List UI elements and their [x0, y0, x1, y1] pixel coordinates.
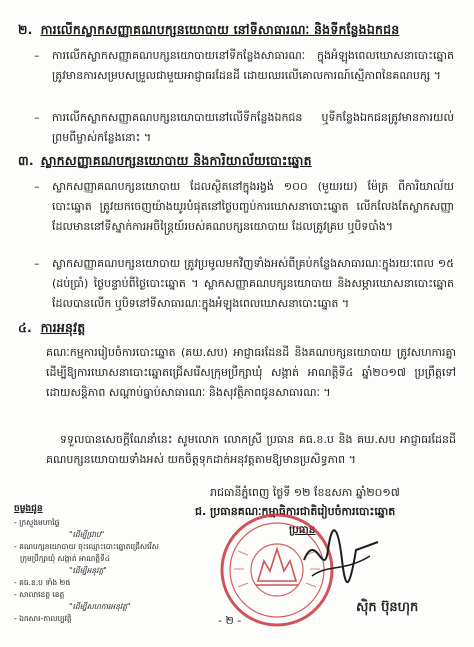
- recipient-item: "ដើម្បីអនុវត្ត": [69, 566, 107, 575]
- recipient-item: - គធ.ខ.ប ទាំង ២៥: [14, 578, 71, 587]
- signature-scribble: [298, 520, 384, 592]
- closing-paragraph: [46, 430, 456, 490]
- paragraph-text: គណៈកម្មការរៀបចំការបោះឆ្នោត (គឃ.សប) អាជ្ញាធរដែនដី និងគណបក្សនយោបាយ ត្រូវសហការគ្នាដើម្បីឱ្យការឃោសនាបោះឆ្នោតជ្រើសរើសក្រុមប្រឹក្សាឃុំ សង្កាត់ អាណត្តិទី៤ ឆ្នាំ២០១៧ ប្រព្រឹត្តទៅដោយសន្តិភាព សណ្តាប់ធ្នាប់សាធារណៈ និងសុវត្ថិភាពជូនសាធារណៈ ។: [46, 346, 456, 399]
- section-number: ៤.: [18, 320, 32, 335]
- recipients-list: [14, 503, 194, 625]
- paragraph-text: ទទួលបានសេចក្តីណែនាំនេះ សូមលោក លោកស្រី ប្រធាន គធ.ខ.ប និង គឃ.សប អាជ្ញាធរដែនដី គណបក្សនយោបាយទាំងអស់ យកចិត្តទុកដាក់អនុវត្តតាមឱ្យមានប្រសិទ្ធភាព ។: [46, 433, 456, 466]
- section-number: ៣.: [18, 153, 34, 168]
- recipient-item: "ដើម្បីជ្រាប": [69, 530, 105, 539]
- signatory-role: ប្រធាន: [289, 524, 316, 536]
- section-title: ស្លាកសញ្ញាគណបក្សនយោបាយ និងការិយាល័យបោះឆ្នោត: [40, 153, 312, 168]
- implementation-paragraph: [46, 343, 456, 423]
- signatory-title: ជ. ប្រធានគណៈកម្មាធិការជាតិរៀបចំការបោះឆ្នោត: [195, 505, 396, 518]
- recipient-item: - គណបក្សនយោបាយ ចុះឈ្មោះបោះឆ្នោតជ្រើសរើស: [14, 542, 159, 551]
- bullet-paragraph: – ការលើកស្លាកសញ្ញាគណបក្សនយោបាយនៅលើទីកន្លែងឯកជន ឬទីកន្លែងឯកជនត្រូវមានការយល់ព្រមពីម្ចាស់កន្លែងនោះ ។: [34, 111, 454, 144]
- paragraph-text: ការលើកស្លាកសញ្ញាគណបក្សនយោបាយនៅទីកន្លែងសាធារណៈ ក្នុងអំឡុងពេលឃោសនាបោះឆ្នោត ត្រូវមានការសម្របសម្រួលជាមួយអាជ្ញាធរដែនដី ដោយឈរលើគោលការណ៍ស្មើភាពនៃគណបក្ស ។: [52, 49, 454, 82]
- recipients-heading: ចម្លងជូន: [14, 504, 43, 514]
- section-heading-2: [18, 22, 399, 41]
- recipient-item: "ដើម្បីសហការអនុវត្ត": [69, 602, 131, 611]
- section-heading-4: [18, 320, 85, 339]
- section-heading-3: [18, 153, 312, 172]
- recipient-item: - ក្រសួងមហាផ្ទៃ: [14, 518, 60, 527]
- paragraph-text: ស្លាកសញ្ញាគណបក្សនយោបាយ ត្រូវប្រមូលមកវិញទាំងអស់ពីគ្រប់កន្លែងសាធារណៈក្នុងរយៈពេល ១៥ (ដប់ប្រាំ) ថ្ងៃបន្ទាប់ពីថ្ងៃបោះឆ្នោត ។ ស្លាកសញ្ញាគណបក្សនយោបាយ និងសម្ភារឃោសនាបោះឆ្នោត ដែលបានលើក ឬបិទនៅទីសាធារណៈក្នុងអំឡុងពេលឃោសនាបោះឆ្នោត ។: [52, 257, 454, 310]
- recipient-item: ក្រុមប្រឹក្សាឃុំ សង្កាត់ អាណត្តិទី៤: [20, 554, 111, 563]
- date-line: រាជធានីភ្នំពេញ ថ្ងៃទី ១២ ខែឧសភា ឆ្នាំ២០១៧: [210, 486, 400, 499]
- recipient-item: - ឯកសារ-កាលប្បវត្តិ: [14, 614, 72, 623]
- section-title: ការអនុវត្ត: [40, 320, 86, 335]
- section-number: ២.: [18, 22, 33, 37]
- signatory-name: ស៊ិក ប៊ុនហុក: [356, 600, 419, 615]
- paragraph-text: ស្លាកសញ្ញាគណបក្សនយោបាយ ដែលស្ថិតនៅក្នុងរង្វង់ ១០០ (មួយរយ) ម៉ែត្រ ពីការិយាល័យបោះឆ្នោត ត្រូវយកចេញយ៉ាងយូរបំផុតនៅថ្ងៃបញ្ចប់ការឃោសនាបោះឆ្នោត លើកលែងតែស្លាកសញ្ញាដែលមាននៅទីស្នាក់ការអចិន្ត្រៃយ៍របស់គណបក្សនយោបាយ ដែលត្រូវគ្រប ឬបិទបាំង។: [52, 180, 454, 233]
- recipient-item: - សាលាខេត្ត ខេត្ត: [14, 590, 65, 599]
- bullet-paragraph: – ការលើកស្លាកសញ្ញាគណបក្សនយោបាយនៅទីកន្លែងសាធារណៈ ក្នុងអំឡុងពេលឃោសនាបោះឆ្នោត ត្រូវមានការសម្របសម្រួលជាមួយអាជ្ញាធរដែនដី ដោយឈរលើគោលការណ៍ស្មើភាពនៃគណបក្ស ។: [34, 49, 454, 82]
- page-number: - ២ -: [218, 614, 242, 627]
- bullet-paragraph: – ស្លាកសញ្ញាគណបក្សនយោបាយ ដែលស្ថិតនៅក្នុងរង្វង់ ១០០ (មួយរយ) ម៉ែត្រ ពីការិយាល័យបោះឆ្នោត ត្រូវយកចេញយ៉ាងយូរបំផុតនៅថ្ងៃបញ្ចប់ការឃោសនាបោះឆ្នោត លើកលែងតែស្លាកសញ្ញាដែលមាននៅទីស្នាក់ការអចិន្ត្រៃយ៍របស់គណបក្សនយោបាយ ដែលត្រូវគ្រប ឬបិទបាំង។: [34, 180, 454, 233]
- section-title: ការលើកស្លាកសញ្ញាគណបក្សនយោបាយ នៅទីសាធារណៈ និងទីកន្លែងឯកជន: [40, 22, 400, 37]
- paragraph-text: ការលើកស្លាកសញ្ញាគណបក្សនយោបាយនៅលើទីកន្លែងឯកជន ឬទីកន្លែងឯកជនត្រូវមានការយល់ព្រមពីម្ចាស់កន្លែងនោះ ។: [52, 111, 454, 144]
- bullet-paragraph: – ស្លាកសញ្ញាគណបក្សនយោបាយ ត្រូវប្រមូលមកវិញទាំងអស់ពីគ្រប់កន្លែងសាធារណៈក្នុងរយៈពេល ១៥ (ដប់ប្រាំ) ថ្ងៃបន្ទាប់ពីថ្ងៃបោះឆ្នោត ។ ស្លាកសញ្ញាគណបក្សនយោបាយ និងសម្ភារឃោសនាបោះឆ្នោត ដែលបានលើក ឬបិទនៅទីសាធារណៈក្នុងអំឡុងពេលឃោសនាបោះឆ្នោត ។: [34, 257, 454, 310]
